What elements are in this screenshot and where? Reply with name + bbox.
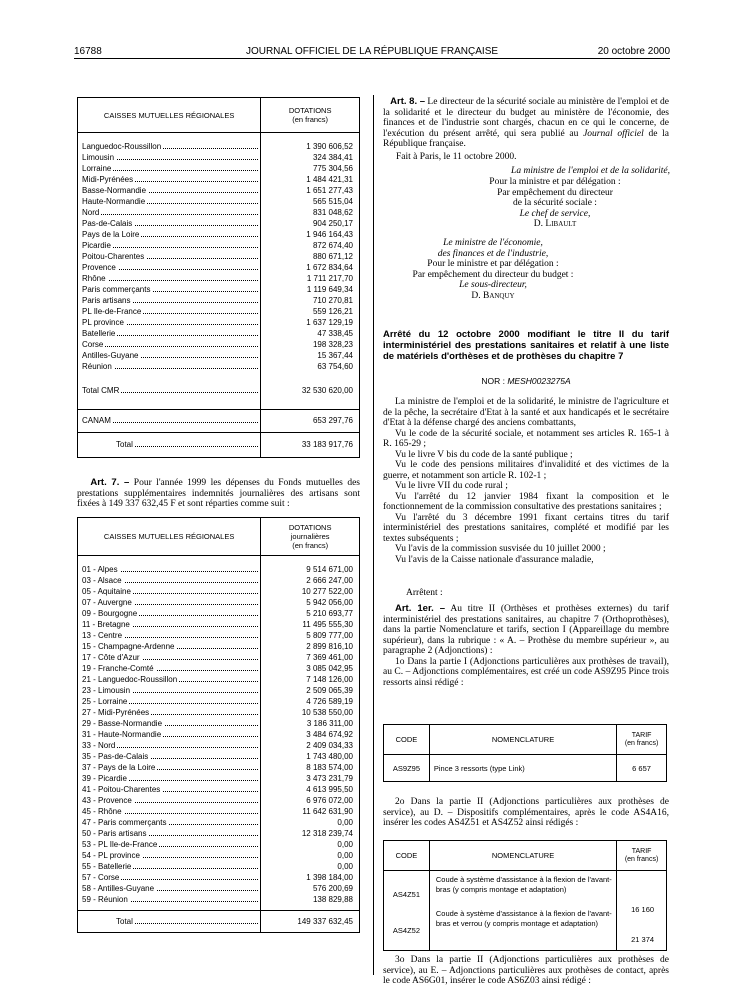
canam-row: [78, 409, 360, 432]
caisse-name-cell: 17 - Côte d'Azur: [78, 652, 261, 663]
caisse-name-cell: 11 - Bretagne: [78, 619, 261, 630]
caisse-name-cell: 55 - Batellerie: [78, 861, 261, 872]
arrete-intro: La ministre de l'emploi et de la solidarité, le ministre de l'agriculture et de la pêche, la secrétaire d'Etat à la santé et aux handicapés et le secrétaire d'Etat à la défense chargé des anciens combattants, Vu le code de la sécurité sociale, et notamment ses articles R. 165-1 à R. 165-29 ; Vu le livre V bis du code de la santé publique ; Vu le code des pensions militaires d'invalidité et des victimes de la guerre, et notamment son article R. 102-1 ; Vu le livre VII du code rural ; Vu l'arrêté du 12 janvier 1984 fixant la composition et le fonctionnement de la commission consultative des prestations sanitaires ; Vu l'arrêté du 3 décembre 1991 fixant certains titres du tarif interministériel des prestations sanitaires, complété et modifié par les textes subséquents ; Vu l'avis de la commission susvisée du 10 juillet 2000 ; Vu l'avis de la Caisse nationale d'assurance maladie,: [383, 397, 669, 565]
caisse-name-cell: 25 - Lorraine: [78, 696, 261, 707]
caisse-name-cell: 39 - Picardie: [78, 773, 261, 784]
col-header-nomenclature: NOMENCLATURE: [429, 725, 616, 755]
col-header-dotations: DOTATIONS journalières (en francs): [261, 518, 360, 556]
code-table-as9z95: [383, 724, 667, 782]
caisse-name-cell: 57 - Corse: [78, 872, 261, 883]
dotation-value-cell: 576 200,69: [261, 883, 360, 894]
total-label: Total: [116, 917, 133, 926]
table-row: [78, 630, 360, 641]
article-7: [77, 478, 360, 510]
dotation-value-cell: 5 809 777,00: [261, 630, 360, 641]
table-row: [78, 262, 360, 273]
dotation-value-cell: 6 976 072,00: [261, 795, 360, 806]
dotation-value-cell: 565 515,04: [261, 196, 360, 207]
caisse-name-cell: Corse: [78, 339, 261, 350]
caisse-name-cell: 47 - Paris commerçants: [78, 817, 261, 828]
dotation-value-cell: 2 666 247,00: [261, 575, 360, 586]
table-body: [78, 564, 360, 905]
dotation-value-cell: 9 514 671,00: [261, 564, 360, 575]
table-row: [78, 729, 360, 740]
dotation-value-cell: 559 126,21: [261, 306, 360, 317]
canam-label: CANAM: [82, 416, 111, 425]
dotation-value-cell: 5 210 693,77: [261, 608, 360, 619]
caisse-name-cell: 15 - Champagne-Ardenne: [78, 641, 261, 652]
col-header-code: CODE: [384, 841, 430, 871]
paragraph-2: 2o Dans la partie II (Adjonctions particulières aux prothèses de service), au D. – Dispositifs complémentaires, après le code AS4A16, insérer les codes AS4Z51 et AS4Z52 ainsi rédigés :: [383, 797, 669, 828]
table-row: [78, 185, 360, 196]
dotation-value-cell: 1 484 421,31: [261, 174, 360, 185]
caisse-name-cell: Réunion: [78, 361, 261, 372]
caisse-name-cell: Picardie: [78, 240, 261, 251]
dotation-value-cell: 3 186 311,00: [261, 718, 360, 729]
caisse-name-cell: 35 - Pas-de-Calais: [78, 751, 261, 762]
caisse-name-cell: 59 - Réunion: [78, 894, 261, 905]
table-row: [78, 652, 360, 663]
dotation-value-cell: 10 538 550,00: [261, 707, 360, 718]
table-row: [78, 295, 360, 306]
dotation-value-cell: 63 754,60: [261, 361, 360, 372]
table-row: [384, 871, 667, 951]
caisse-name-cell: Antilles-Guyane: [78, 350, 261, 361]
nomenclature-cell: Pince 3 ressorts (type Link): [429, 755, 616, 782]
caisse-name-cell: Provence: [78, 262, 261, 273]
page-number: 16788: [74, 46, 102, 57]
caisse-name-cell: Paris commerçants: [78, 284, 261, 295]
dotation-value-cell: 1 946 164,43: [261, 229, 360, 240]
dotation-value-cell: 1 637 129,19: [261, 317, 360, 328]
caisse-name-cell: Limousin: [78, 152, 261, 163]
dotation-value-cell: 10 277 522,00: [261, 586, 360, 597]
table-row: [78, 839, 360, 850]
table-row: [78, 784, 360, 795]
dotation-value-cell: 1 398 184,00: [261, 872, 360, 883]
table-row: [78, 707, 360, 718]
signature-block-2: Le ministre de l'économie, des finances et de l'industrie, Pour le ministre et par délégation : Par empêchement du directeur du budget : Le sous-directeur, D. Banquy: [383, 238, 603, 301]
dotation-value-cell: 831 048,62: [261, 207, 360, 218]
table-body: [78, 141, 360, 372]
column-divider: [373, 95, 374, 975]
caisse-name-cell: 27 - Midi-Pyrénées: [78, 707, 261, 718]
caisse-name-cell: Languedoc-Roussillon: [78, 141, 261, 152]
canam-value: 653 297,76: [261, 409, 360, 432]
dotation-value-cell: 904 250,17: [261, 218, 360, 229]
caisse-name-cell: 19 - Franche-Comté: [78, 663, 261, 674]
code-cell: AS4Z51 AS4Z52: [384, 871, 430, 951]
arrete-title: Arrêté du 12 octobre 2000 modifiant le titre II du tarif interministériel des prestations sanitaires et relatif à une liste de matériels d'orthèses et de prothèses du chapitre 7: [383, 329, 669, 362]
dotation-value-cell: 0,00: [261, 850, 360, 861]
table-row: [78, 894, 360, 905]
table-row: [78, 586, 360, 597]
table-row: [78, 597, 360, 608]
table-row: [78, 350, 360, 361]
total-row: [78, 432, 360, 457]
table-row: [78, 361, 360, 372]
table-row: [78, 850, 360, 861]
dotation-value-cell: 0,00: [261, 817, 360, 828]
journal-title: JOURNAL OFFICIEL DE LA RÉPUBLIQUE FRANÇAISE: [245, 46, 499, 57]
col-header-caisses: CAISSES MUTUELLES RÉGIONALES: [78, 98, 261, 133]
code-table-as4z51-as4z52: [383, 840, 667, 951]
dotation-value-cell: 324 384,41: [261, 152, 360, 163]
dotation-value-cell: 1 390 606,52: [261, 141, 360, 152]
dotation-value-cell: 5 942 056,00: [261, 597, 360, 608]
table-row: [78, 317, 360, 328]
nor-line: NOR : MESH0023275A: [481, 376, 571, 386]
dotation-value-cell: 12 318 239,74: [261, 828, 360, 839]
table-row: [78, 663, 360, 674]
dotation-value-cell: 47 338,45: [261, 328, 360, 339]
caisse-name-cell: Batellerie: [78, 328, 261, 339]
dotation-value-cell: 880 671,12: [261, 251, 360, 262]
code-cell: AS9Z95: [384, 755, 430, 782]
caisse-name-cell: 53 - PL Ile-de-France: [78, 839, 261, 850]
caisse-name-cell: 03 - Alsace: [78, 575, 261, 586]
place-date: Fait à Paris, le 11 octobre 2000.: [396, 152, 517, 162]
table-row: [78, 795, 360, 806]
col-header-tarif: TARIF (en francs): [617, 841, 667, 871]
table-row: [78, 229, 360, 240]
table-row: [78, 674, 360, 685]
caisse-name-cell: PL Ile-de-France: [78, 306, 261, 317]
table-row: [384, 755, 667, 782]
table-row: [78, 240, 360, 251]
article-7-text: Pour l'année 1999 les dépenses du Fonds mutuelles des prestations supplémentaires indemnités journalières des artisans sont fixées à 149 337 632,45 F et sont réparties comme suit :: [77, 478, 360, 509]
dotation-value-cell: 11 495 555,30: [261, 619, 360, 630]
dotation-value-cell: 2 509 065,39: [261, 685, 360, 696]
col-header-tarif: TARIF (en francs): [617, 725, 667, 755]
table-row: [78, 806, 360, 817]
table-row: [78, 339, 360, 350]
caisse-name-cell: Rhône: [78, 273, 261, 284]
table-row: [78, 751, 360, 762]
table-row: [78, 328, 360, 339]
tarif-cell: 6 657: [617, 755, 667, 782]
caisse-name-cell: PL province: [78, 317, 261, 328]
table-row: [78, 861, 360, 872]
total-cmr-value: 32 530 620,00: [261, 385, 360, 410]
table-row: [78, 163, 360, 174]
total-row: [78, 911, 360, 933]
caisse-name-cell: 54 - PL province: [78, 850, 261, 861]
col-header-caisses: CAISSES MUTUELLES RÉGIONALES: [78, 518, 261, 556]
caisse-name-cell: Pas-de-Calais: [78, 218, 261, 229]
indemnites-table: [77, 517, 360, 933]
article-1: Art. 1er. – Au titre II (Orthèses et prothèses externes) du tarif interministériel des prestations sanitaires, au chapitre 7 (Orthoprothèses), dans la partie Nomenclature et tarifs, section I (Appareillage du membre supérieur), dans la rubrique : « A. – Prothèse du membre supérieur », au paragraphe 2 (Adjonctions) : 1o Dans la partie I (Adjonctions particulières aux prothèses de travail), au C. – Adjonctions complémentaires, est créé un code AS9Z95 Pince trois ressorts ainsi rédigé :: [383, 603, 669, 688]
total-cmr-label: Total CMR: [82, 385, 120, 395]
dotation-value-cell: 4 613 995,50: [261, 784, 360, 795]
dotation-value-cell: 872 674,40: [261, 240, 360, 251]
table-row: [78, 207, 360, 218]
dotation-value-cell: 775 304,56: [261, 163, 360, 174]
table-row: [78, 641, 360, 652]
dotation-value-cell: 1 651 277,43: [261, 185, 360, 196]
article-8: Art. 8. – Le directeur de la sécurité sociale au ministère de l'emploi et de la solidarité et le directeur du budget au ministère de l'économie, des finances et de l'industrie sont chargés, chacun en ce qui le concerne, de l'exécution du présent arrêté, qui sera publié au Journal officiel de la République française.: [383, 96, 669, 149]
table-row: [78, 817, 360, 828]
article-8-heading: Art. 8. –: [390, 96, 426, 107]
dotation-value-cell: 1 119 649,34: [261, 284, 360, 295]
caisse-name-cell: Nord: [78, 207, 261, 218]
dotation-value-cell: 8 183 574,00: [261, 762, 360, 773]
table-row: [78, 619, 360, 630]
paragraph-3: 3o Dans la partie II (Adjonctions particulières aux prothèses de service), au E. – Adjonctions particulières aux prothèses de contact, après le code AS6G01, insérer le code AS6Z03 ainsi rédigé :: [383, 955, 669, 986]
dotations-table: [77, 97, 360, 458]
total-label: Total: [116, 440, 133, 449]
table-header: [78, 518, 360, 556]
caisse-name-cell: 45 - Rhône: [78, 806, 261, 817]
table-row: [78, 306, 360, 317]
total-cmr-row: [78, 385, 360, 410]
table-row: [78, 608, 360, 619]
table-row: [78, 141, 360, 152]
caisse-name-cell: 33 - Nord: [78, 740, 261, 751]
col-header-code: CODE: [384, 725, 430, 755]
caisse-name-cell: 31 - Haute-Normandie: [78, 729, 261, 740]
dotation-value-cell: 7 148 126,00: [261, 674, 360, 685]
table-header: [78, 98, 360, 133]
caisse-name-cell: Paris artisans: [78, 295, 261, 306]
caisse-name-cell: 05 - Aquitaine: [78, 586, 261, 597]
table-row: [78, 773, 360, 784]
caisse-name-cell: 23 - Limousin: [78, 685, 261, 696]
caisse-name-cell: 58 - Antilles-Guyane: [78, 883, 261, 894]
dotation-value-cell: 0,00: [261, 861, 360, 872]
table-row: [78, 762, 360, 773]
dotation-value-cell: 198 328,23: [261, 339, 360, 350]
caisse-name-cell: Basse-Normandie: [78, 185, 261, 196]
dotation-value-cell: 3 473 231,79: [261, 773, 360, 784]
table-row: [78, 883, 360, 894]
dotation-value-cell: 15 367,44: [261, 350, 360, 361]
caisse-name-cell: Pays de la Loire: [78, 229, 261, 240]
caisse-name-cell: Haute-Normandie: [78, 196, 261, 207]
table-row: [78, 685, 360, 696]
dotation-value-cell: 11 642 631,90: [261, 806, 360, 817]
table-row: [78, 284, 360, 295]
total-value: 149 337 632,45: [261, 911, 360, 933]
table-row: [78, 575, 360, 586]
dotation-value-cell: 4 726 589,19: [261, 696, 360, 707]
table-row: [78, 696, 360, 707]
dotation-value-cell: 0,00: [261, 839, 360, 850]
nomenclature-cell: Coude à système d'assistance à la flexion de l'avant-bras (y compris montage et adaptation) Coude à système d'assistance à la flexion de l'avant-bras et verrou (y compris montage et adaptation): [429, 871, 616, 951]
dotation-value-cell: 2 899 816,10: [261, 641, 360, 652]
caisse-name-cell: 43 - Provence: [78, 795, 261, 806]
caisse-name-cell: 41 - Poitou-Charentes: [78, 784, 261, 795]
dotation-value-cell: 138 829,88: [261, 894, 360, 905]
caisse-name-cell: 50 - Paris artisans: [78, 828, 261, 839]
table-row: [78, 828, 360, 839]
dotation-value-cell: 1 711 217,70: [261, 273, 360, 284]
caisse-name-cell: 29 - Basse-Normandie: [78, 718, 261, 729]
col-header-dotations: DOTATIONS (en francs): [261, 98, 360, 133]
caisse-name-cell: 13 - Centre: [78, 630, 261, 641]
article-7-heading: Art. 7. –: [90, 477, 130, 488]
caisse-name-cell: 37 - Pays de la Loire: [78, 762, 261, 773]
dotation-value-cell: 3 085 042,95: [261, 663, 360, 674]
signature-block-1-body: Pour la ministre et par délégation : Par empêchement du directeur de la sécurité sociale : Le chef de service, D. Libault: [460, 177, 650, 230]
table-row: [78, 196, 360, 207]
dotation-value-cell: 1 672 834,64: [261, 262, 360, 273]
table-row: [78, 564, 360, 575]
article-1-heading: Art. 1er. –: [395, 603, 446, 614]
caisse-name-cell: 01 - Alpes: [78, 564, 261, 575]
caisse-name-cell: 21 - Languedoc-Roussillon: [78, 674, 261, 685]
arretent: Arrêtent :: [406, 588, 443, 598]
dotation-value-cell: 2 409 034,33: [261, 740, 360, 751]
table-row: [78, 740, 360, 751]
table-row: [78, 273, 360, 284]
dotation-value-cell: 1 743 480,00: [261, 751, 360, 762]
table-row: [78, 872, 360, 883]
dotation-value-cell: 3 484 674,92: [261, 729, 360, 740]
signatory-name: D. Banquy: [471, 290, 515, 301]
table-row: [78, 174, 360, 185]
dotation-value-cell: 710 270,81: [261, 295, 360, 306]
col-header-nomenclature: NOMENCLATURE: [429, 841, 616, 871]
header-rule: [74, 58, 670, 59]
signatory-name: D. Libault: [533, 219, 577, 229]
tarif-cell: 16 160 21 374: [617, 871, 667, 951]
caisse-name-cell: 07 - Auvergne: [78, 597, 261, 608]
table-row: [78, 718, 360, 729]
table-row: [78, 251, 360, 262]
caisse-name-cell: 09 - Bourgogne: [78, 608, 261, 619]
dotation-value-cell: 7 369 461,00: [261, 652, 360, 663]
total-value: 33 183 917,76: [261, 432, 360, 457]
signature-block-1: La ministre de l'emploi et de la solidarité,: [511, 166, 670, 176]
issue-date: 20 octobre 2000: [597, 46, 670, 57]
table-row: [78, 218, 360, 229]
caisse-name-cell: Midi-Pyrénées: [78, 174, 261, 185]
caisse-name-cell: Poitou-Charentes: [78, 251, 261, 262]
table-row: [78, 152, 360, 163]
caisse-name-cell: Lorraine: [78, 163, 261, 174]
